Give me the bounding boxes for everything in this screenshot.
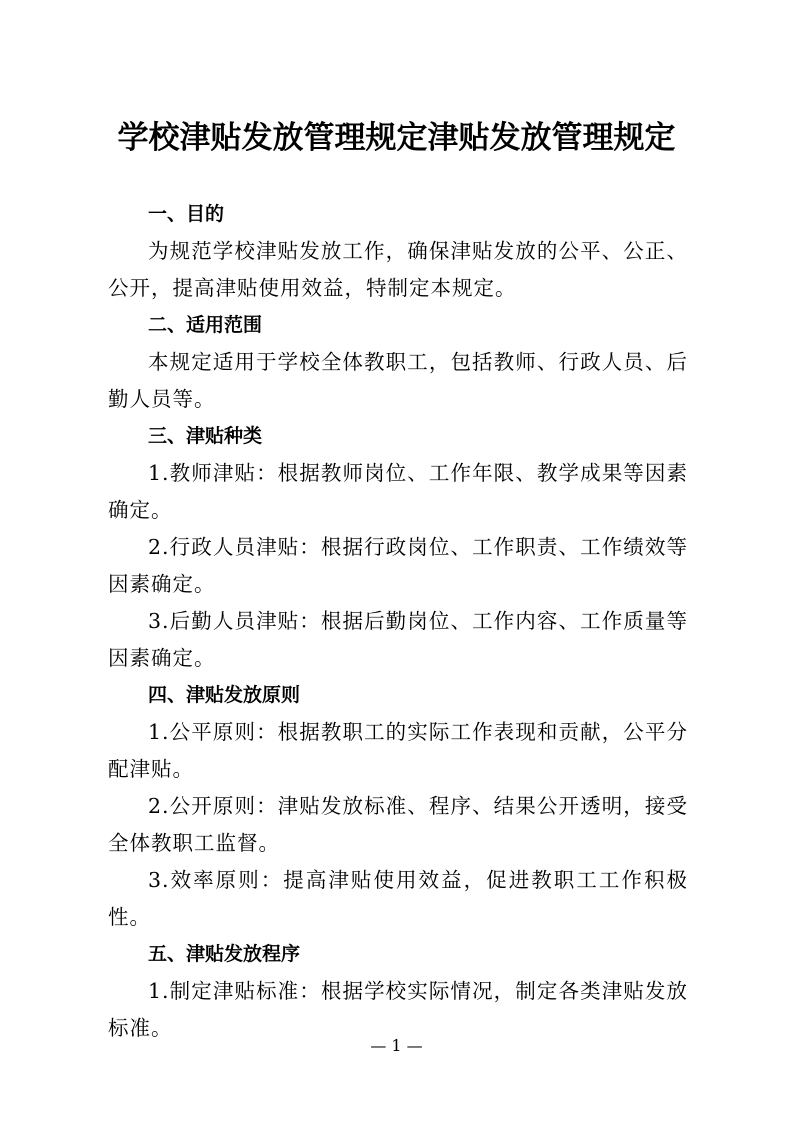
paragraph: 1.教师津贴：根据教师岗位、工作年限、教学成果等因素确定。 (108, 461, 688, 522)
section-heading: 二、适用范围 (148, 314, 263, 336)
page-number: — 1 — (370, 1036, 423, 1055)
section-heading: 一、目的 (148, 203, 225, 225)
paragraph: 1.制定津贴标准：根据学校实际情况，制定各类津贴发放标准。 (108, 979, 688, 1040)
paragraph: 3.后勤人员津贴：根据后勤岗位、工作内容、工作质量等因素确定。 (108, 609, 688, 670)
document-body (108, 196, 688, 1047)
section-heading: 四、津贴发放原则 (148, 684, 301, 706)
paragraph: 2.公开原则：津贴发放标准、程序、结果公开透明，接受全体教职工监督。 (108, 794, 688, 855)
paragraph: 本规定适用于学校全体教职工，包括教师、行政人员、后勤人员等。 (108, 350, 688, 411)
section-heading: 五、津贴发放程序 (148, 943, 301, 965)
paragraph: 为规范学校津贴发放工作，确保津贴发放的公平、公正、公开，提高津贴使用效益，特制定本规定。 (108, 239, 688, 300)
document-title: 学校津贴发放管理规定津贴发放管理规定 (117, 120, 676, 156)
paragraph: 3.效率原则：提高津贴使用效益，促进教职工工作积极性。 (108, 868, 688, 929)
paragraph: 2.行政人员津贴：根据行政岗位、工作职责、工作绩效等因素确定。 (108, 535, 688, 596)
section-heading: 三、津贴种类 (148, 425, 263, 447)
paragraph: 1.公平原则：根据教职工的实际工作表现和贡献，公平分配津贴。 (108, 720, 688, 781)
